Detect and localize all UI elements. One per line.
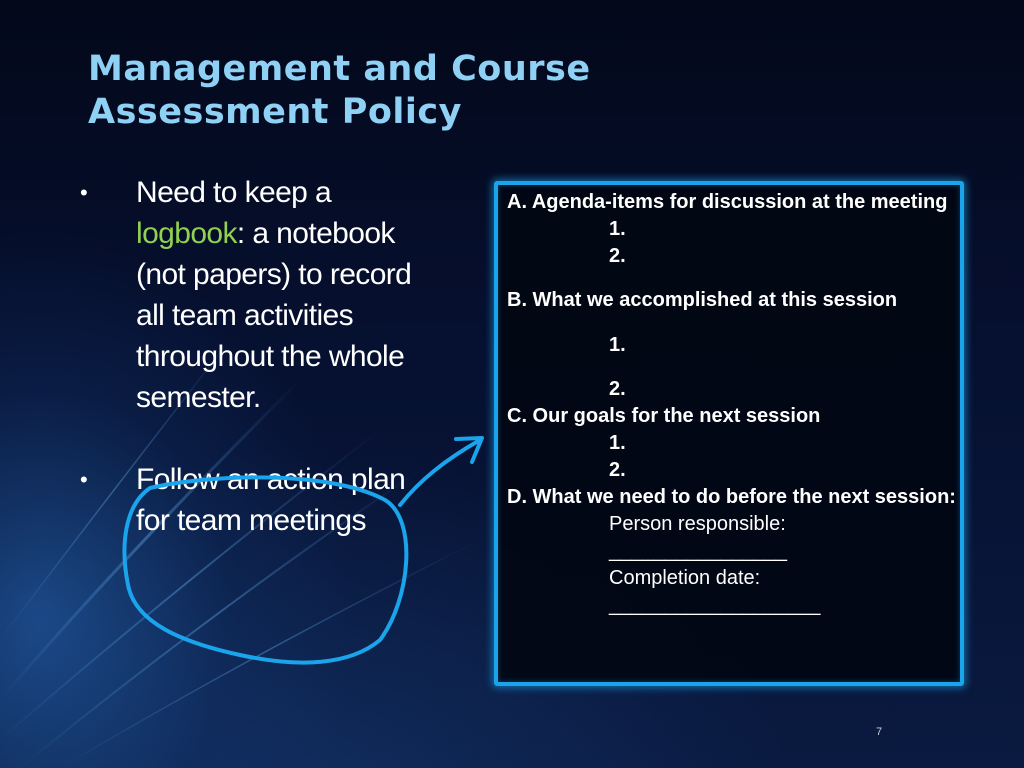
completion-date-blank: ___________________ — [609, 594, 821, 616]
completion-date-label: Completion date: — [609, 567, 761, 589]
bullet-text: Follow an action plan for team meetings — [136, 463, 406, 537]
section-b-heading: B. What we accomplished at this session — [507, 289, 898, 311]
section-b-item-2: 2. — [609, 378, 626, 400]
bullet-item-action-plan — [76, 459, 416, 541]
bullet-list — [76, 172, 416, 541]
bullet-item-logbook — [76, 172, 416, 418]
bullet-text: Need to keep a — [136, 176, 332, 209]
slide-title-line-1: Management and Course — [88, 49, 591, 89]
arrow-head-icon — [456, 438, 482, 462]
logbook-highlight: logbook — [136, 217, 237, 250]
page-number: 7 — [876, 726, 883, 738]
section-c-heading: C. Our goals for the next session — [507, 405, 821, 427]
bullet-text-continued: : a notebook (not papers) to record all team activities throughout the whole semester. — [136, 217, 412, 414]
slide-title — [88, 48, 591, 134]
person-responsible-blank: ________________ — [609, 540, 787, 562]
bullet-marker: • — [80, 180, 88, 205]
section-a-heading: A. Agenda-items for discussion at the meeting — [507, 191, 948, 213]
section-d-heading: D. What we need to do before the next session: — [507, 486, 956, 508]
section-c-item-1: 1. — [609, 432, 626, 454]
section-c-item-2: 2. — [609, 459, 626, 481]
agenda-template-content — [507, 189, 957, 619]
bullet-marker: • — [80, 467, 88, 492]
section-a-item-2: 2. — [609, 245, 626, 267]
section-b-item-1: 1. — [609, 334, 626, 356]
person-responsible-label: Person responsible: — [609, 513, 786, 535]
section-a-item-1: 1. — [609, 218, 626, 240]
slide-title-line-2: Assessment Policy — [88, 92, 462, 132]
